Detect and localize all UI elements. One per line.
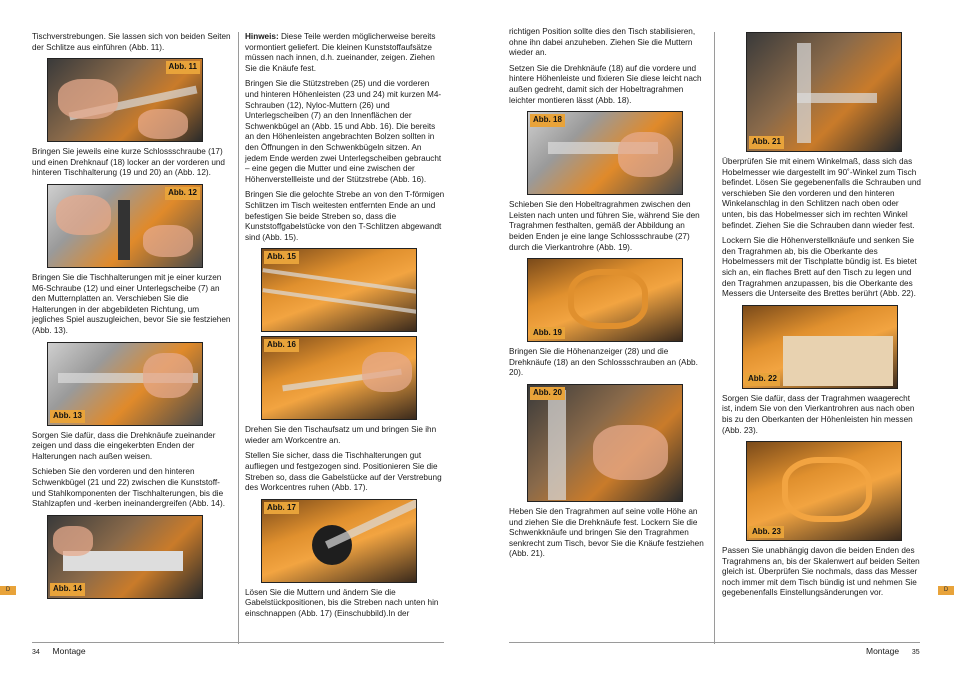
figure-abb-14 <box>47 515 203 599</box>
hint-text: Diese Teile werden möglicherweise bereits vormontiert geliefert. Die kleinen Kunststoffaufsätze müssen nach innen, d.h. zueinander, zeigen. Ziehen Sie die Knäufe fest. <box>245 32 436 73</box>
paragraph: Schieben Sie den Hobeltragrahmen zwischen den Leisten nach unten und führen Sie, während Sie den Tragrahmen festhalten, gemäß der Abbildung an beiden Enden je eine lange Schlossschraube (27) durch die Vierkantrohre (Abb. 19). <box>509 200 700 252</box>
figure-abb-11 <box>47 58 203 142</box>
figure-label: Abb. 22 <box>745 373 780 386</box>
language-tab-left: D <box>0 586 16 595</box>
paragraph: Sorgen Sie dafür, dass der Tragrahmen waagerecht ist, indem Sie von den Vierkantrohren aus nach oben bis zu den Oberkanten der Höhenleisten hin messen (Abb. 23). <box>722 393 915 435</box>
figure-abb-16 <box>261 336 417 420</box>
figure-abb-12 <box>47 184 203 268</box>
paragraph: Bringen Sie die Stützstreben (25) und die vorderen und hinteren Höhenleisten (23 und 24) mit kurzen M4-Schrauben (12), Nyloc-Muttern (26) und Unterlegscheiben (7) an den Innenflächen der Schwenkbügel an (Abb. 15 und Abb. 16). Die bereits an den Höhenleisten angebrachten Bolzen sollten in den Öffnungen in den Schwenkbügeln sitzen. An jedem Ende werden zwei Unterlegscheiben gebraucht – eine gegen die Mutter und eine zwischen der Höhenverstellleiste und der Stützstrebe (Abb. 16). <box>245 79 442 184</box>
figure-label: Abb. 13 <box>50 410 85 423</box>
figure-abb-18 <box>527 111 683 195</box>
footer-left <box>32 646 86 656</box>
language-tab-right: D <box>938 586 954 595</box>
paragraph: Lösen Sie die Muttern und ändern Sie die Gabelstückpositionen, bis die Streben nach unten hin einschnappen (Abb. 17) (Einschubbild).In der <box>245 587 439 619</box>
figure-abb-20 <box>527 384 683 502</box>
paragraph: Heben Sie den Tragrahmen auf seine volle Höhe an und ziehen Sie die Drehknäufe fest. Lockern Sie die Schwenkknäufe und bringen Sie den Tragrahmen senkrecht zum Tisch, bevor Sie die Knäufe festziehen (Abb. 21). <box>509 506 704 559</box>
figure-label: Abb. 19 <box>530 327 565 340</box>
right-column-4 <box>722 32 922 604</box>
figure-abb-21 <box>746 32 902 152</box>
paragraph: Passen Sie unabhängig davon die beiden Enden des Tragrahmens an, bis der Skalenwert auf beiden Seiten gleich ist. Überprüfen Sie nochmals, dass das Messer noch immer mit dem Tisch bündig ist und nehmen Sie gegebenenfalls Einstellungsänderungen vor. <box>722 546 920 598</box>
paragraph: Bringen Sie die gelochte Strebe an von den T-förmigen Schlitzen im Tisch weitesten entfernten Ende an und befestigen Sie beide Streben so, dass die Kunststoffgabelstücke von den T-Schlitzen abgewandt sind (Abb. 15). <box>245 190 445 242</box>
paragraph: Sorgen Sie dafür, dass die Drehknäufe zueinander zeigen und dass die eingekerbten Enden der Halterungen nach außen weisen. <box>32 430 216 461</box>
left-column-1 <box>32 32 232 604</box>
paragraph: Tischverstrebungen. Sie lassen sich von beiden Seiten der Schlitze aus einführen (Abb. 11). <box>32 32 231 52</box>
figure-label: Abb. 11 <box>166 61 200 74</box>
right-column-3 <box>509 27 709 565</box>
footer-rule-left <box>32 642 444 643</box>
figure-abb-13 <box>47 342 203 426</box>
paragraph: Überprüfen Sie mit einem Winkelmaß, dass sich das Hobelmesser wie dargestellt im 90˚-Winkel zum Tisch befindet. Lösen Sie gegebenenfalls die Schrauben und verschieben Sie den vorderen und den hinteren Winkelanschlag in den Schlitzen nach oben oder unten, bis das Hobelmesser sich im rechten Winkel befindet. Ziehen Sie die Schrauben dann wieder fest. <box>722 157 921 230</box>
figure-label: Abb. 21 <box>749 136 784 149</box>
paragraph: Lockern Sie die Höhenverstellknäufe und senken Sie den Tragrahmen ab, bis die Oberkante des Hobelmessers mit der Tischplatte bündig ist. Es bietet sich an, ein flaches Brett auf den Tisch zu legen und den Tragrahmen anzupassen, bis die Oberkante des Messers die Unterseite des Brettes berührt (Abb. 22). <box>722 236 917 299</box>
figure-label: Abb. 16 <box>264 339 299 352</box>
figure-abb-22 <box>742 305 898 389</box>
column-divider <box>714 32 715 644</box>
left-column-2 <box>245 32 445 625</box>
paragraph: Drehen Sie den Tischaufsatz um und bringen Sie ihn wieder am Workcentre an. <box>245 425 437 445</box>
figure-label: Abb. 18 <box>530 114 565 127</box>
paragraph: Bringen Sie die Höhenanzeiger (28) und die Drehknäufe (18) an den Schlossschrauben an (Abb. 20). <box>509 347 698 378</box>
footer-label: Montage <box>52 646 86 656</box>
paragraph: Bringen Sie jeweils eine kurze Schlossschraube (17) und einen Drehknauf (18) locker an der vorderen und hinteren Tischhalterung (19 und 20) an (Abb. 12). <box>32 147 225 178</box>
paragraph: Stellen Sie sicher, dass die Tischhalterungen gut aufliegen und festgezogen sind. Positionieren Sie die Streben so, dass die Gabelstücke auf der Verstrebung des Workcentres ruhen (Abb. 17). <box>245 451 442 493</box>
figure-label: Abb. 23 <box>749 526 784 539</box>
figure-label: Abb. 20 <box>530 387 565 400</box>
page-number: 34 <box>32 649 40 656</box>
figure-abb-17 <box>261 499 417 583</box>
hint-label: Hinweis: <box>245 32 279 41</box>
figure-abb-15 <box>261 248 417 332</box>
figure-abb-19 <box>527 258 683 342</box>
page-number: 35 <box>911 649 920 656</box>
figure-label: Abb. 14 <box>50 583 85 596</box>
figure-label: Abb. 15 <box>264 251 299 264</box>
figure-abb-23 <box>746 441 902 541</box>
paragraph: Bringen Sie die Tischhalterungen mit je einer kurzen M6-Schraube (12) und einer Unterlegscheibe (7) an den Mutternplatten an. Verschieben Sie die Halterungen in der abgebildeten Richtung, um jegliches Spiel auszugleichen, bevor Sie sie festziehen (Abb. 13). <box>32 272 231 335</box>
paragraph: richtigen Position sollte dies den Tisch stabilisieren, ohne ihn dabei anzuheben. Ziehen Sie die Muttern wieder an. <box>509 27 696 58</box>
footer-label: Montage <box>866 646 900 656</box>
footer-right <box>866 646 920 656</box>
footer-rule-right <box>509 642 920 643</box>
hint-paragraph <box>245 32 445 74</box>
paragraph: Setzen Sie die Drehknäufe (18) auf die vordere und hintere Höhenleiste und fixieren Sie diese leicht nach außen gedreht, damit sich der Hobeltragrahmen leichter montieren lässt (Abb. 18). <box>509 63 702 105</box>
figure-label: Abb. 17 <box>264 502 299 515</box>
paragraph: Schieben Sie den vorderen und den hinteren Schwenkbügel (21 und 22) zwischen die Kunststoff- und Stahlkomponenten der Tischhalterungen, bis die Stahlzapfen und -kerben ineinandergreifen (Abb. 14). <box>32 467 225 509</box>
column-divider <box>238 32 239 644</box>
figure-label: Abb. 12 <box>165 187 200 200</box>
